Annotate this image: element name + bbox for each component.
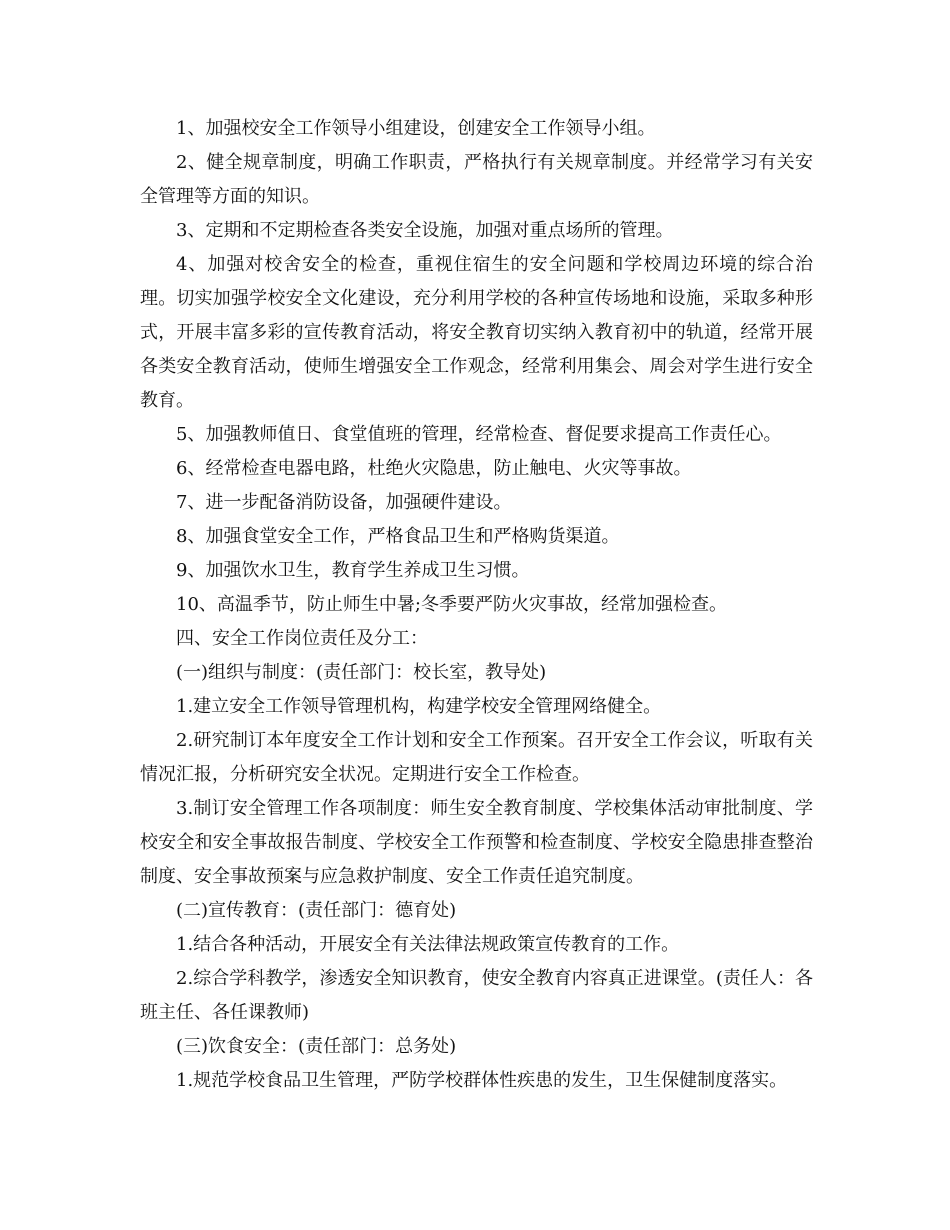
paragraph: 1.结合各种活动，开展安全有关法律法规政策宣传教育的工作。 — [176, 934, 680, 955]
subsection-heading: (一)组织与制度：(责任部门：校长室，教导处) — [176, 662, 547, 683]
paragraph: 3、定期和不定期检查各类安全设施，加强对重点场所的管理。 — [176, 220, 674, 241]
document-body — [140, 112, 813, 1098]
paragraph: 1.建立安全工作领导管理机构，构建学校安全管理网络健全。 — [176, 696, 662, 717]
paragraph: 8、加强食堂安全工作，严格食品卫生和严格购货渠道。 — [176, 526, 620, 547]
subsection-heading: (二)宣传教育：(责任部门：德育处) — [176, 900, 457, 921]
paragraph: 10、高温季节，防止师生中暑;冬季要严防火灾事故，经常加强检查。 — [176, 594, 727, 615]
paragraph: 5、加强教师值日、食堂值班的管理，经常检查、督促要求提高工作责任心。 — [176, 424, 782, 445]
subsection-heading: (三)饮食安全：(责任部门：总务处) — [176, 1036, 457, 1057]
paragraph: 2.综合学科教学，渗透安全知识教育，使安全教育内容真正进课堂。(责任人：各班主任、各任课教师) — [140, 968, 813, 1023]
paragraph: 2、健全规章制度，明确工作职责，严格执行有关规章制度。并经常学习有关安全管理等方面的知识。 — [140, 152, 813, 207]
paragraph: 1、加强校安全工作领导小组建设，创建安全工作领导小组。 — [176, 118, 656, 139]
paragraph: 1.规范学校食品卫生管理，严防学校群体性疾患的发生，卫生保健制度落实。 — [176, 1070, 788, 1091]
paragraph: 9、加强饮水卫生，教育学生养成卫生习惯。 — [176, 560, 530, 581]
paragraph: 3.制订安全管理工作各项制度：师生安全教育制度、学校集体活动审批制度、学校安全和安全事故报告制度、学校安全工作预警和检查制度、学校安全隐患排查整治制度、安全事故预案与应急救护制度、安全工作责任追究制度。 — [140, 798, 813, 887]
paragraph: 6、经常检查电器电路，杜绝火灾隐患，防止触电、火灾等事故。 — [176, 458, 692, 479]
section-heading: 四、安全工作岗位责任及分工： — [176, 628, 428, 649]
paragraph: 4、加强对校舍安全的检查，重视住宿生的安全问题和学校周边环境的综合治理。切实加强学校安全文化建设，充分利用学校的各种宣传场地和设施，采取多种形式，开展丰富多彩的宣传教育活动，将安全教育切实纳入教育初中的轨道，经常开展各类安全教育活动，使师生增强安全工作观念，经常利用集会、周会对学生进行安全教育。 — [140, 254, 813, 411]
paragraph: 2.研究制订本年度安全工作计划和安全工作预案。召开安全工作会议，听取有关情况汇报，分析研究安全状况。定期进行安全工作检查。 — [140, 730, 813, 785]
paragraph: 7、进一步配备消防设备，加强硬件建设。 — [176, 492, 512, 513]
